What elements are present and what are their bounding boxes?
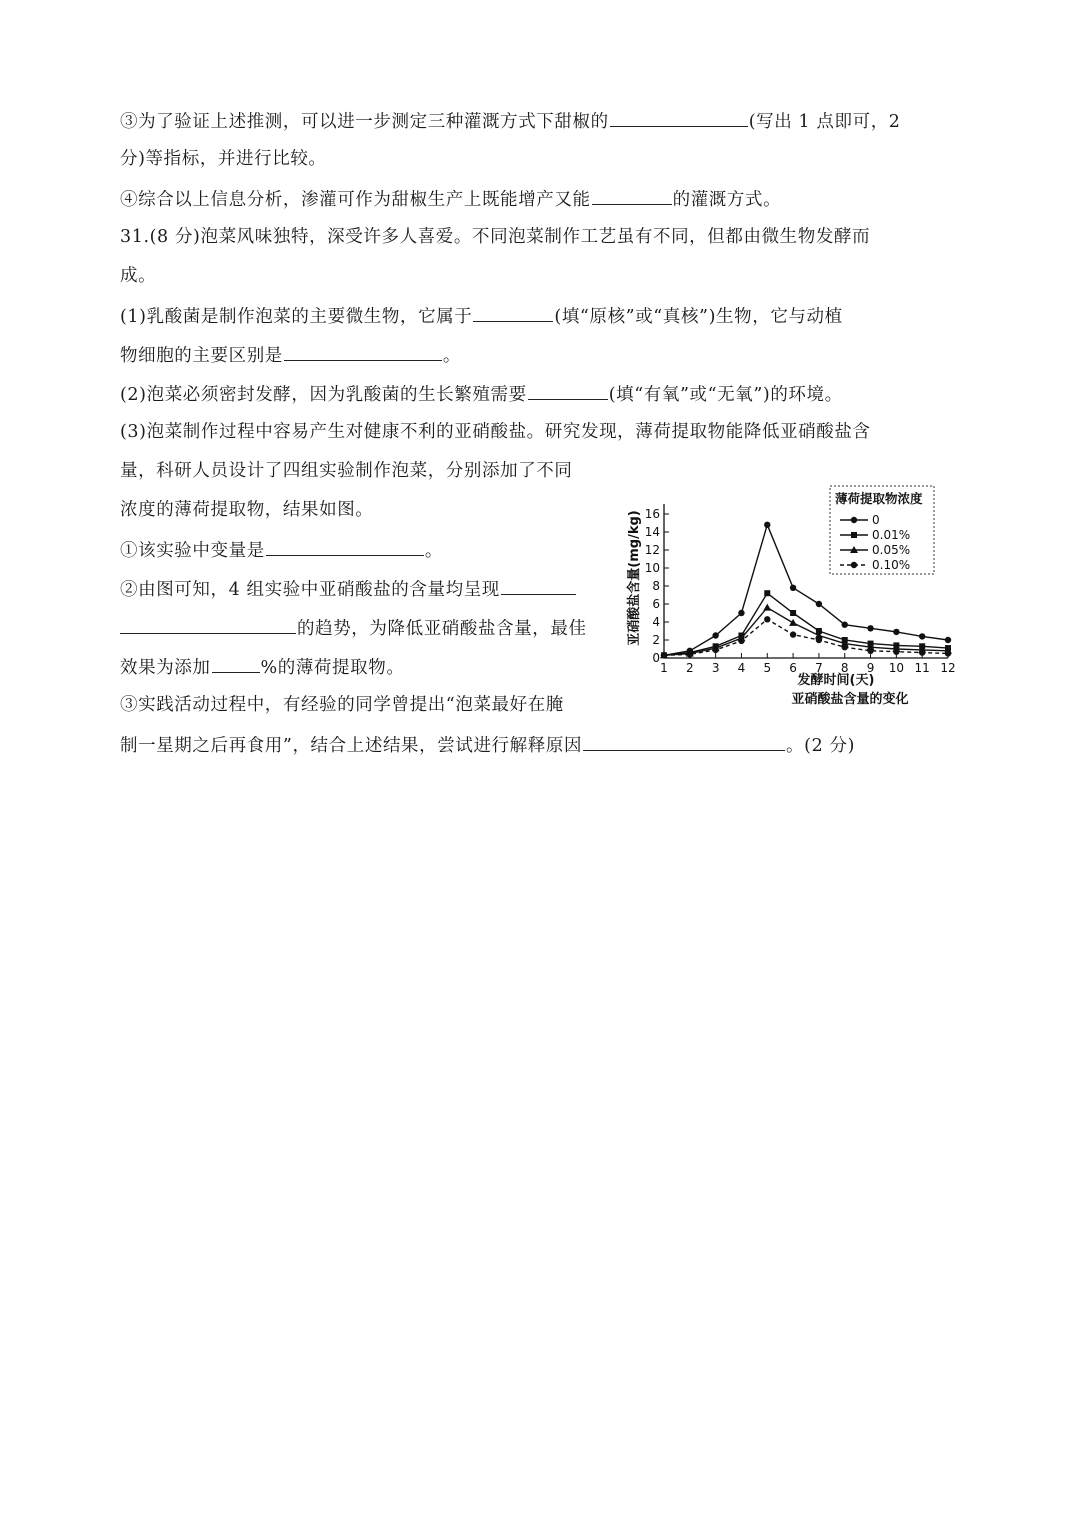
text: ②由图可知，4 组实验中亚硝酸盐的含量均呈现 [120, 580, 500, 600]
question-31-title [120, 225, 870, 249]
text: (写出 1 点即可，2 [748, 112, 901, 132]
question-line-13 [120, 576, 577, 602]
data-point [712, 632, 718, 638]
y-tick-label: 4 [652, 615, 660, 629]
data-point [712, 647, 718, 653]
data-point [764, 522, 770, 528]
data-point [842, 644, 848, 650]
x-tick-label: 8 [840, 661, 849, 675]
data-point [851, 532, 857, 538]
question-line-8 [120, 381, 843, 407]
data-point [851, 517, 857, 523]
data-point [738, 610, 744, 616]
y-tick-label: 2 [652, 633, 660, 647]
y-tick-label: 10 [644, 561, 660, 575]
series-0.05% [660, 604, 952, 659]
y-tick-label: 0 [652, 651, 660, 665]
data-point [867, 648, 873, 654]
legend-entry: 0 [872, 513, 880, 527]
text: 。(2 分) [786, 736, 855, 756]
x-tick-label: 4 [737, 661, 746, 675]
text: (填“有氧”或“无氧”)的环境。 [608, 385, 843, 405]
answer-blank[interactable] [284, 342, 442, 361]
text: 。 [442, 346, 462, 366]
text: ③实践活动过程中，有经验的同学曾提出“泡菜最好在腌 [120, 695, 564, 715]
text: 的灌溉方式。 [672, 190, 782, 210]
data-point [790, 631, 796, 637]
y-tick-label: 16 [644, 507, 660, 521]
question-line-11 [120, 498, 373, 522]
data-point [738, 638, 744, 644]
data-point [790, 585, 796, 591]
text: 制一星期之后再食用”，结合上述结果，尝试进行解释原因 [120, 736, 583, 756]
answer-blank[interactable] [473, 303, 553, 322]
y-tick-label: 12 [644, 543, 660, 557]
x-tick-label: 1 [660, 661, 668, 675]
text: (填“原核”或“真核”)生物，它与动植 [554, 307, 843, 327]
text: 31.(8 分)泡菜风味独特，深受许多人喜爱。不同泡菜制作工艺虽有不同，但都由微生物发酵而 [120, 227, 871, 247]
data-point [851, 562, 857, 568]
question-line-14 [120, 615, 587, 641]
data-point [945, 637, 951, 643]
data-point [687, 651, 693, 657]
data-point [842, 622, 848, 628]
legend-entry: 0.01% [872, 528, 911, 542]
text: 物细胞的主要区别是 [120, 346, 283, 366]
x-tick-label: 12 [940, 661, 956, 675]
question-line-10 [120, 459, 573, 483]
data-point [790, 610, 796, 616]
data-point [763, 604, 771, 611]
text: ①该实验中变量是 [120, 541, 265, 561]
answer-blank[interactable] [501, 576, 576, 595]
y-tick-label: 8 [652, 579, 660, 593]
y-axis-label: 亚硝酸盐含量(mg/kg) [627, 510, 642, 646]
question-line-15 [120, 654, 404, 680]
x-axis-label: 发酵时间(天) [797, 673, 875, 688]
text: 分)等指标，并进行比较。 [120, 149, 327, 169]
x-tick-label: 7 [815, 661, 823, 675]
x-tick-label: 9 [866, 661, 875, 675]
question-line-12 [120, 537, 443, 563]
data-point [945, 650, 951, 656]
question-line-3 [120, 186, 781, 212]
x-tick-label: 6 [789, 661, 797, 675]
answer-blank[interactable] [528, 381, 608, 400]
text: (1)乳酸菌是制作泡菜的主要微生物，它属于 [120, 307, 473, 327]
data-point [893, 649, 899, 655]
data-point [919, 649, 925, 655]
legend-title: 薄荷提取物浓度 [835, 491, 923, 506]
text: ④综合以上信息分析，渗灌可作为甜椒生产上既能增产又能 [120, 190, 591, 210]
question-line-16 [120, 693, 564, 717]
x-tick-label: 3 [711, 661, 720, 675]
text: 量，科研人员设计了四组实验制作泡菜，分别添加了不同 [120, 461, 573, 481]
answer-blank[interactable] [583, 732, 785, 751]
data-point [816, 601, 822, 607]
nitrite-chart [618, 478, 958, 718]
text: 效果为添加 [120, 658, 211, 678]
question-line-2 [120, 147, 327, 171]
data-point [764, 616, 770, 622]
text: 浓度的薄荷提取物，结果如图。 [120, 500, 374, 520]
text: ③为了验证上述推测，可以进一步测定三种灌溉方式下甜椒的 [120, 112, 609, 132]
question-line-9 [120, 420, 871, 444]
question-line-1 [120, 108, 901, 134]
data-point [919, 633, 925, 639]
data-point [661, 652, 667, 658]
data-point [789, 619, 797, 626]
question-line-17 [120, 732, 855, 758]
text: 成。 [120, 266, 157, 286]
series-line [664, 593, 948, 655]
x-tick-label: 11 [914, 661, 930, 675]
answer-blank[interactable] [120, 615, 296, 634]
text: (3)泡菜制作过程中容易产生对健康不利的亚硝酸盐。研究发现，薄荷提取物能降低亚硝酸盐含 [120, 422, 871, 442]
answer-blank[interactable] [592, 186, 672, 205]
answer-blank[interactable] [266, 537, 424, 556]
answer-blank[interactable] [610, 108, 748, 127]
text: 。 [424, 541, 443, 561]
question-line-6 [120, 303, 843, 329]
legend-entry: 0.10% [872, 558, 911, 572]
question-line-5 [120, 264, 156, 288]
x-tick-label: 2 [685, 661, 694, 675]
data-point [816, 637, 822, 643]
text: (2)泡菜必须密封发酵，因为乳酸菌的生长繁殖需要 [120, 385, 527, 405]
data-point [893, 629, 899, 635]
chart-title: 亚硝酸盐含量的变化 [791, 692, 909, 707]
series-0.01% [661, 590, 951, 658]
data-point [867, 625, 873, 631]
x-tick-label: 10 [888, 661, 905, 675]
question-line-7 [120, 342, 461, 368]
text: 的趋势，为降低亚硝酸盐含量，最佳 [297, 619, 587, 639]
y-tick-label: 14 [644, 525, 660, 539]
answer-blank[interactable] [212, 654, 260, 673]
x-tick-label: 5 [763, 661, 772, 675]
text: %的薄荷提取物。 [260, 658, 405, 678]
data-point [764, 590, 770, 596]
legend-entry: 0.05% [872, 543, 911, 557]
y-tick-label: 6 [652, 597, 660, 611]
